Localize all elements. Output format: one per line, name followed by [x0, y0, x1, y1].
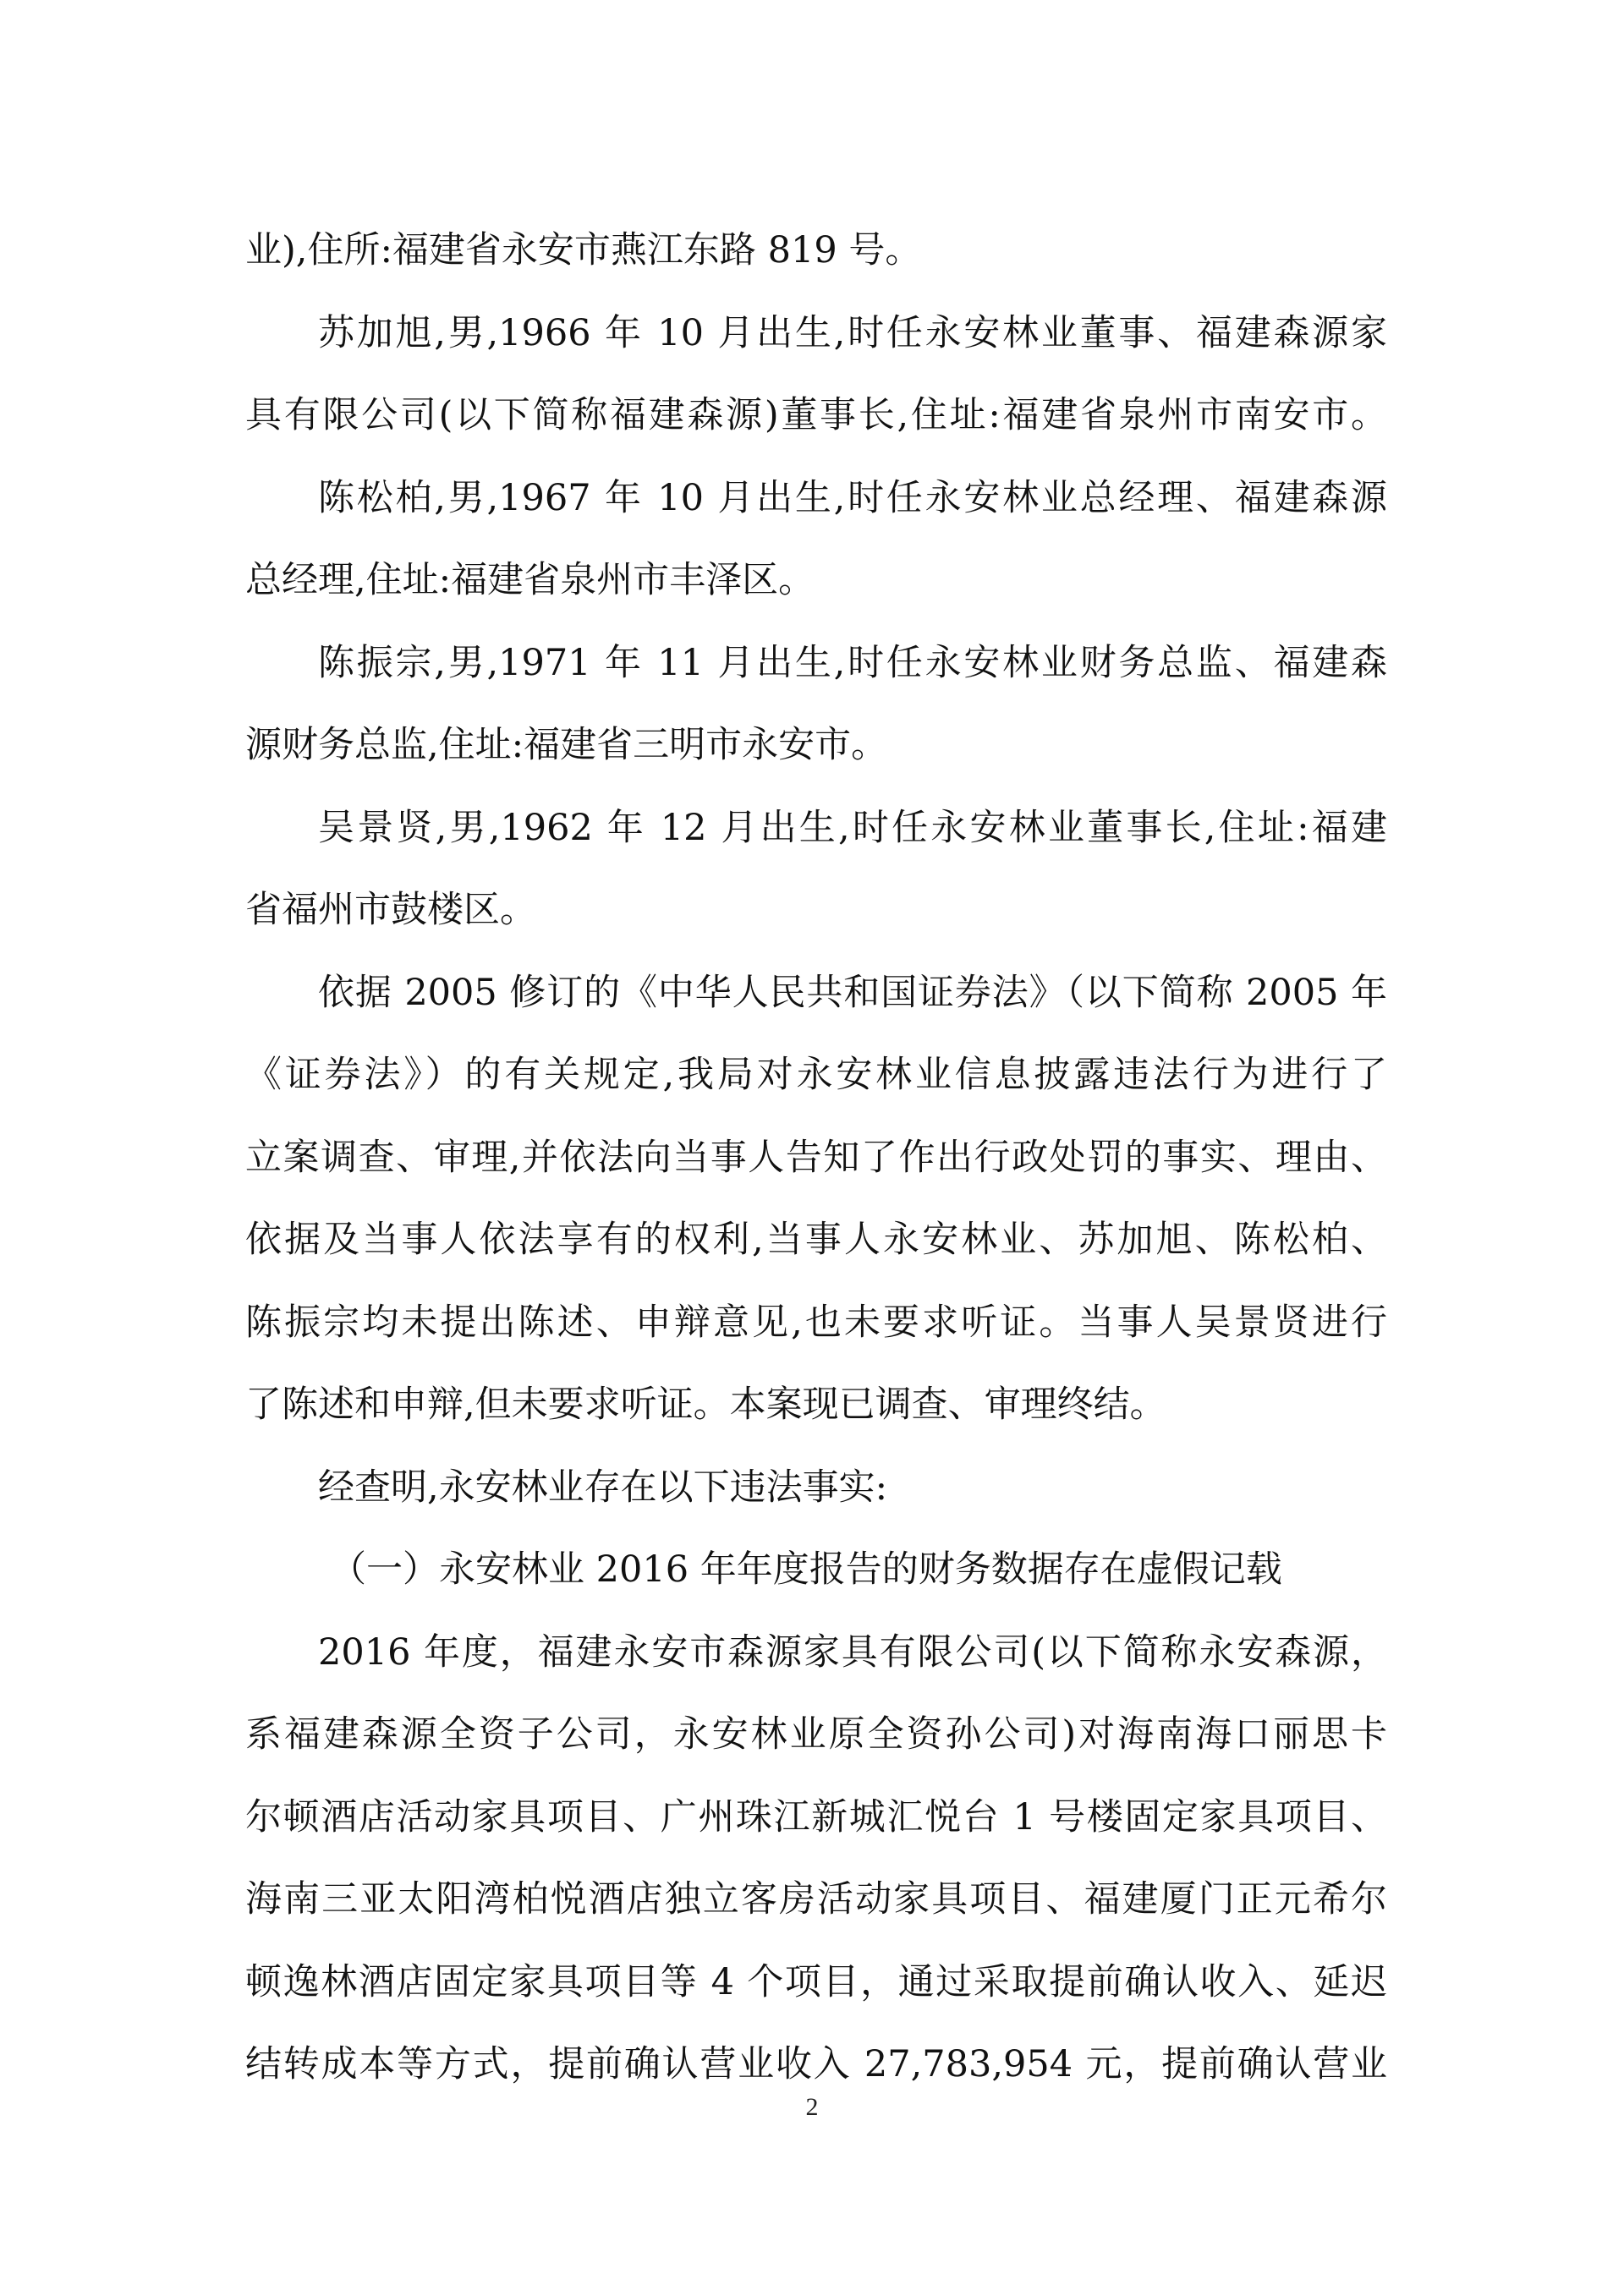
section-heading-1: （一）永安林业 2016 年年度报告的财务数据存在虚假记载 — [330, 1548, 1282, 1591]
paragraph-2016-facts: 2016 年度，福建永安市森源家具有限公司(以下简称永安森源， — [318, 1630, 1387, 1674]
text-line: 了陈述和申辩,但未要求听证。本案现已调查、审理终结。 — [245, 1384, 1166, 1426]
paragraph-legal-basis: 依据 2005 修订的《中华人民共和国证券法》（以下简称 2005 年 — [318, 971, 1387, 1014]
party-wu-jingxian: 吴景贤,男,1962 年 12 月出生,时任永安林业董事长,住址:福建 — [318, 806, 1387, 849]
text-line: 依据及当事人依法享有的权利,当事人永安林业、苏加旭、陈松柏、 — [245, 1219, 1387, 1261]
text-line: 系福建森源全资子公司，永安林业原全资孙公司)对海南海口丽思卡 — [245, 1713, 1387, 1756]
text-line: 海南三亚太阳湾柏悦酒店独立客房活动家具项目、福建厦门正元希尔 — [245, 1878, 1387, 1921]
text-line: 《证券法》）的有关规定,我局对永安林业信息披露违法行为进行了 — [245, 1054, 1387, 1096]
paragraph-findings-intro: 经查明,永安林业存在以下违法事实: — [318, 1466, 888, 1509]
text-line: 尔顿酒店活动家具项目、广州珠江新城汇悦台 1 号楼固定家具项目、 — [245, 1795, 1387, 1838]
page-number: 2 — [805, 2093, 819, 2121]
text-line-continuation: 业),住所:福建省永安市燕江东路 819 号。 — [245, 229, 922, 271]
party-su-jiaxu: 苏加旭,男,1966 年 10 月出生,时任永安林业董事、福建森源家 — [318, 311, 1387, 354]
text-line: 结转成本等方式，提前确认营业收入 27,783,954 元，提前确认营业 — [245, 2043, 1387, 2085]
text-line: 立案调查、审理,并依法向当事人告知了作出行政处罚的事实、理由、 — [245, 1136, 1387, 1179]
party-chen-songbai: 陈松柏,男,1967 年 10 月出生,时任永安林业总经理、福建森源 — [318, 476, 1387, 519]
text-line: 源财务总监,住址:福建省三明市永安市。 — [245, 724, 888, 766]
document-body — [245, 210, 1387, 2107]
party-chen-zhenzong: 陈振宗,男,1971 年 11 月出生,时任永安林业财务总监、福建森 — [318, 641, 1387, 684]
text-line: 具有限公司(以下简称福建森源)董事长,住址:福建省泉州市南安市。 — [245, 394, 1387, 436]
text-line: 省福州市鼓楼区。 — [245, 889, 536, 931]
text-line: 总经理,住址:福建省泉州市丰泽区。 — [245, 559, 815, 601]
text-line: 顿逸林酒店固定家具项目等 4 个项目，通过采取提前确认收入、延迟 — [245, 1960, 1387, 2003]
text-line: 陈振宗均未提出陈述、申辩意见,也未要求听证。当事人吴景贤进行 — [245, 1301, 1387, 1344]
